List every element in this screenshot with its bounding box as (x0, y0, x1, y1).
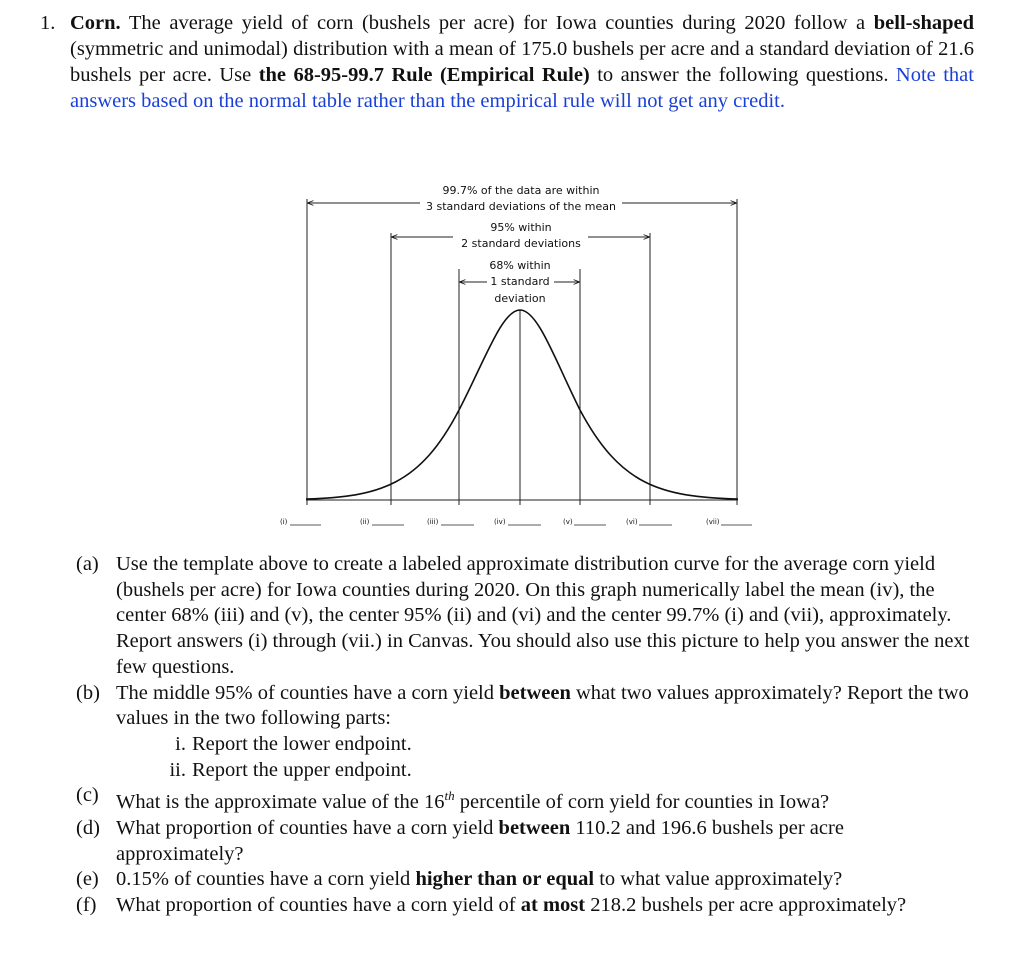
label-68-line3: deviation (494, 292, 546, 305)
question-d-label: (d) (76, 816, 100, 839)
question-c-text-1: What is the approximate value of the 16 (116, 791, 445, 814)
question-f (70, 893, 974, 919)
question-d (70, 816, 974, 867)
intro-text-1: The average yield of corn (bushels per acre) for Iowa counties during 2020 follow a (120, 12, 874, 34)
question-b-sub-1-label: i. (175, 732, 186, 755)
question-b-sub-1-text: Report the lower endpoint. (192, 732, 412, 755)
label-95-line1: 95% within (490, 221, 552, 234)
question-a (70, 552, 974, 681)
label-95-line2: 2 standard deviations (461, 237, 581, 250)
label-68-line1: 68% within (489, 259, 551, 272)
label-997-line2: 3 standard deviations of the mean (426, 200, 616, 213)
question-f-bold: at most (520, 893, 586, 916)
bold-empirical-rule: the 68-95-99.7 Rule (Empirical Rule) (258, 64, 590, 86)
question-e-bold: higher than or equal (415, 868, 595, 891)
question-b-bold: between (499, 681, 571, 704)
question-e-text-2: to what value approximately? (594, 868, 843, 891)
blank-label-i: (i) (280, 518, 288, 526)
question-c (70, 783, 974, 816)
blank-label-ii: (ii) (360, 518, 370, 526)
question-e-label: (e) (76, 868, 99, 891)
question-a-text: Use the template above to create a labeled approximate distribution curve for the average corn yield (bushels per acre) for Iowa counties during 2020. On this graph numerically label the mean (iv), the center 68% (iii) and (v), the center 95% (ii) and (vi) and the center 99.7% (i) and (vii), approximately. Report answers (i) through (vii.) in Canvas. You should also use this picture to help you answer the next few questions. (116, 553, 970, 678)
blank-label-v: (v) (563, 518, 573, 526)
question-f-text-1: What proportion of counties have a corn yield of (116, 893, 521, 916)
question-e-text-1: 0.15% of counties have a corn yield (116, 868, 416, 891)
intro-text-3: to answer the following questions. (589, 64, 896, 86)
problem-number: 1. (40, 12, 56, 34)
question-f-text-2: 218.2 bushels per acre approximately? (585, 893, 907, 916)
credit-note: Note that answers based on the normal table rather than the empirical rule will not get any credit. (70, 64, 974, 112)
question-b-text-2: what two values approximately? Report the two values in the two following parts: (116, 681, 969, 730)
problem-title: Corn. (70, 12, 121, 34)
question-b-sub-2 (146, 758, 974, 784)
question-c-superscript: th (444, 788, 455, 804)
question-b-sub-2-text: Report the upper endpoint. (192, 758, 412, 781)
blank-label-vi: (vi) (626, 518, 638, 526)
question-b-label: (b) (76, 681, 100, 704)
problem-statement (40, 10, 974, 114)
question-e (70, 867, 974, 893)
question-list (70, 552, 974, 919)
question-b-text-1: The middle 95% of counties have a corn yield (116, 681, 500, 704)
question-b-sub-2-label: ii. (169, 758, 186, 781)
question-d-text-1: What proportion of counties have a corn yield (116, 816, 499, 839)
question-b (70, 681, 974, 784)
label-68-line2: 1 standard (490, 275, 550, 288)
intro-text-2: (symmetric and unimodal) distribution with a mean of 175.0 bushels per acre and a standard deviation of 21.6 bushels per acre. Use (70, 38, 974, 86)
question-d-text-2: 110.2 and 196.6 bushels per acre approximately? (116, 816, 844, 865)
blank-label-iv: (iv) (494, 518, 506, 526)
question-c-label: (c) (76, 784, 99, 807)
blank-label-vii: (vii) (706, 518, 720, 526)
label-997-line1: 99.7% of the data are within (442, 184, 600, 197)
question-a-label: (a) (76, 553, 99, 575)
question-b-sub-1 (146, 732, 974, 758)
empirical-rule-diagram (270, 175, 770, 535)
bell-curve (306, 310, 738, 499)
blank-label-iii: (iii) (427, 518, 439, 526)
question-f-label: (f) (76, 893, 97, 916)
question-c-text-2: percentile of corn yield for counties in Iowa? (454, 791, 830, 814)
problem-body (70, 10, 974, 114)
bold-bell-shaped: bell-shaped (873, 12, 974, 34)
question-d-bold: between (498, 816, 571, 839)
